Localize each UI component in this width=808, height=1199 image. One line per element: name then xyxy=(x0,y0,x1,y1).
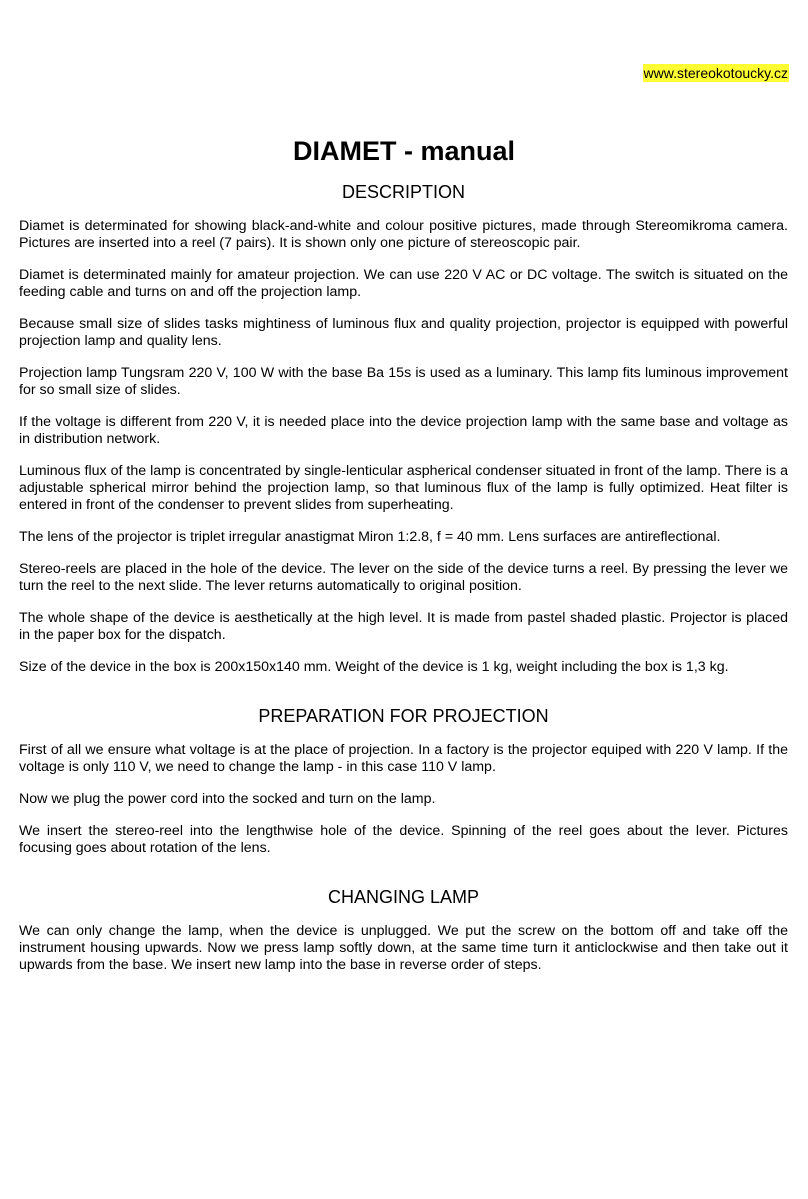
description-paragraph: If the voltage is different from 220 V, it is needed place into the device projection lamp with the same base and voltage as in distribution network. xyxy=(19,414,788,447)
description-paragraph: Diamet is determinated for showing black-and-white and colour positive pictures, made through Stereomikroma camera. Pictures are inserted into a reel (7 pairs). It is shown only one picture of stereoscopic pair. xyxy=(19,218,788,251)
description-paragraph: Luminous flux of the lamp is concentrated by single-lenticular aspherical condenser situated in front of the lamp. There is a adjustable spherical mirror behind the projection lamp, so that luminous flux of the lamp is fully optimized. Heat filter is entered in front of the condenser to prevent slides from superheating. xyxy=(19,463,788,513)
description-paragraph: Projection lamp Tungsram 220 V, 100 W with the base Ba 15s is used as a luminary. This lamp fits luminous improvement for so small size of slides. xyxy=(19,365,788,398)
description-heading: DESCRIPTION xyxy=(341,182,465,202)
preparation-paragraph: Now we plug the power cord into the socked and turn on the lamp. xyxy=(19,791,436,807)
website-link[interactable]: www.stereokotoucky.cz xyxy=(643,65,788,81)
changing-lamp-section xyxy=(19,885,788,974)
description-paragraph: The whole shape of the device is aesthetically at the high level. It is made from pastel shaded plastic. Projector is placed in the paper box for the dispatch. xyxy=(19,610,788,643)
preparation-section xyxy=(19,704,788,857)
description-paragraph: Size of the device in the box is 200x150x140 mm. Weight of the device is 1 kg, weight including the box is 1,3 kg. xyxy=(19,659,729,675)
document-title: DIAMET - manual xyxy=(292,136,515,166)
description-paragraph: Stereo-reels are placed in the hole of the device. The lever on the side of the device turns a reel. By pressing the lever we turn the reel to the next slide. The lever returns automatically to original position. xyxy=(19,561,788,594)
preparation-heading: PREPARATION FOR PROJECTION xyxy=(258,706,549,726)
description-paragraph: Because small size of slides tasks mightiness of luminous flux and quality projection, projector is equipped with powerful projection lamp and quality lens. xyxy=(19,316,788,349)
description-section xyxy=(19,180,788,676)
description-paragraph: Diamet is determinated mainly for amateur projection. We can use 220 V AC or DC voltage. The switch is situated on the feeding cable and turns on and off the projection lamp. xyxy=(19,267,788,300)
changing-lamp-heading: CHANGING LAMP xyxy=(327,887,480,907)
preparation-paragraph: First of all we ensure what voltage is at the place of projection. In a factory is the projector equiped with 220 V lamp. If the voltage is only 110 V, we need to change the lamp - in this case 110 V lamp. xyxy=(19,742,788,775)
changing-lamp-paragraph: We can only change the lamp, when the device is unplugged. We put the screw on the bottom off and take off the instrument housing upwards. Now we press lamp softly down, at the same time turn it anticlockwise and then take out it upwards from the base. We insert new lamp into the base in reverse order of steps. xyxy=(19,923,788,973)
preparation-paragraph: We insert the stereo-reel into the lengthwise hole of the device. Spinning of the reel goes about the lever. Pictures focusing goes about rotation of the lens. xyxy=(19,823,788,856)
description-paragraph: The lens of the projector is triplet irregular anastigmat Miron 1:2.8, f = 40 mm. Lens surfaces are antireflectional. xyxy=(19,529,721,545)
document-body xyxy=(19,180,788,989)
